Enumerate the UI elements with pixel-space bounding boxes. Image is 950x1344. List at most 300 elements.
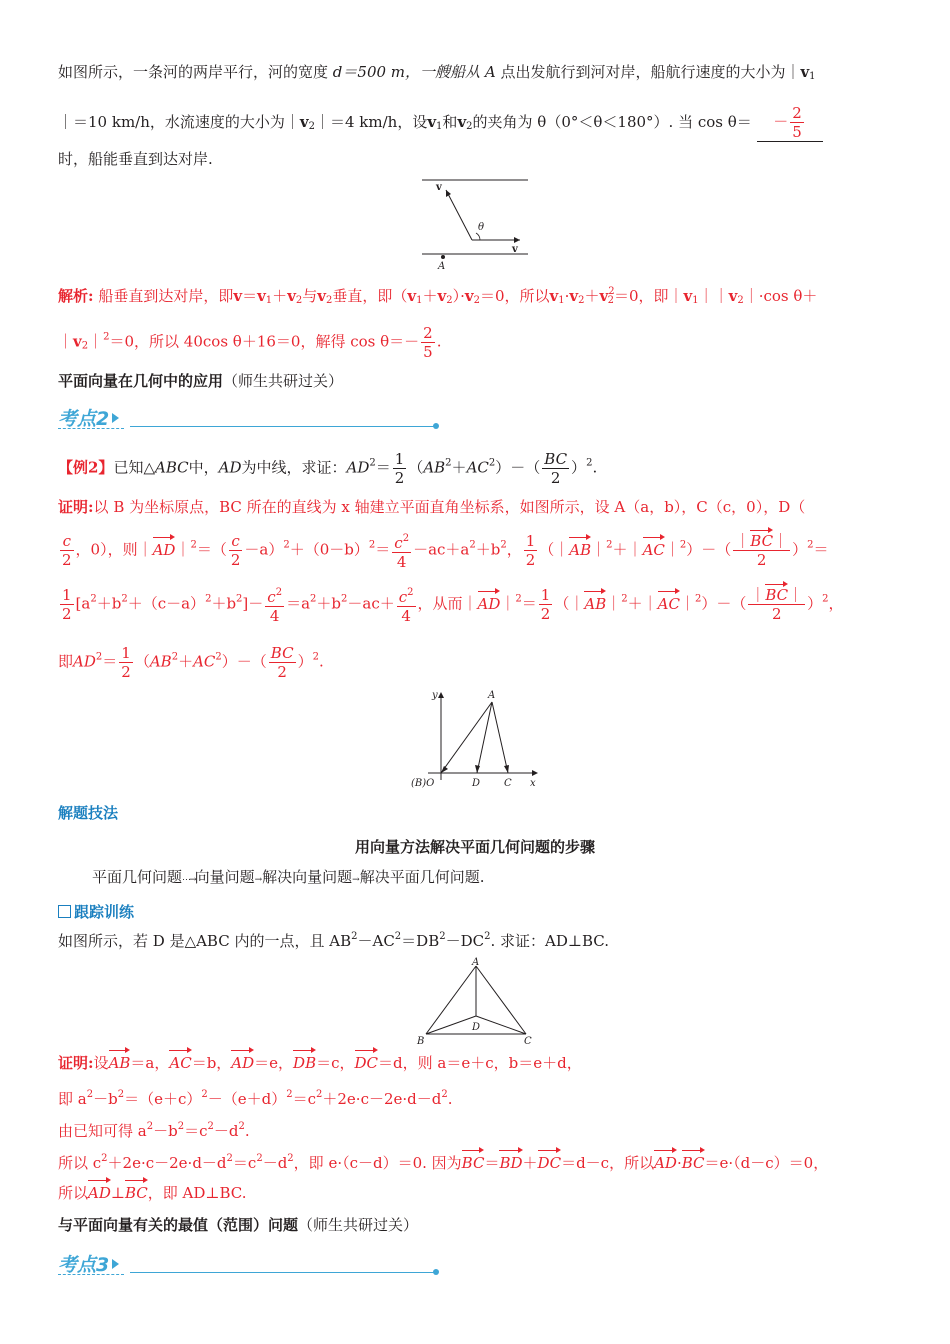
fraction: $\frac{|BC|}{2}$ xyxy=(750,586,804,623)
text: ＝c xyxy=(292,1090,316,1108)
answer-fraction xyxy=(790,104,804,141)
proof-label: 证明: xyxy=(58,1054,94,1072)
text: 2 xyxy=(484,931,491,942)
text: 2 xyxy=(488,457,496,469)
text: 与平面向量有关的最值（范围）问题 xyxy=(58,1216,299,1234)
proof3-line4 xyxy=(58,1148,828,1174)
text: 2 xyxy=(171,651,179,663)
kaodian-3-banner xyxy=(58,1250,438,1280)
fraction xyxy=(542,450,569,487)
text: ＋（c－a） xyxy=(127,594,206,613)
text: 1 xyxy=(436,121,443,132)
proof2-line2 xyxy=(58,530,829,571)
fraction: $\frac{1}{2}$ xyxy=(62,586,72,623)
fraction: $\frac{c^2}{4}$ xyxy=(397,584,416,625)
label-d: D xyxy=(472,778,481,789)
text: [a xyxy=(75,594,91,613)
vector-ad: AD xyxy=(152,540,176,559)
proof2-line1 xyxy=(58,496,805,518)
label-a: A xyxy=(438,261,446,272)
section-title-extremum xyxy=(58,1214,418,1236)
proof3-line1 xyxy=(58,1052,582,1074)
play-triangle-icon xyxy=(112,1259,119,1269)
text: －ac＋ xyxy=(347,594,395,613)
text: 2 xyxy=(190,539,197,551)
segment-ac xyxy=(492,702,508,773)
text: AC xyxy=(466,458,489,477)
text: 2 xyxy=(341,593,348,605)
text: ]－ xyxy=(242,594,264,613)
text: 2 xyxy=(205,593,212,605)
proof2-line4 xyxy=(58,644,324,681)
text: ＋2e·c－2e·d－d xyxy=(107,1154,227,1172)
fraction: $\frac{|BC|}{2}$ xyxy=(735,532,789,569)
text: －b xyxy=(93,1090,118,1108)
text: 2 xyxy=(90,593,97,605)
text: 2 xyxy=(394,931,402,942)
text: ＝DB xyxy=(401,932,440,950)
text: 垂直，即（ xyxy=(332,287,408,305)
text: 所以 xyxy=(58,1184,89,1202)
fraction: $\frac{c^2}{4}$ xyxy=(392,530,411,571)
fraction xyxy=(421,324,435,361)
text: 考点 xyxy=(58,408,97,430)
text: 由已知可得 a xyxy=(58,1122,147,1140)
arrow-icon: → xyxy=(254,875,263,885)
text: 2 xyxy=(308,121,315,132)
text: ｜＝4 km/h，设 xyxy=(314,113,428,131)
text: 2 xyxy=(469,539,476,551)
text: －d xyxy=(262,1154,288,1172)
text: ＋｜ xyxy=(612,540,643,559)
text: 平面几何问题 xyxy=(92,868,183,886)
text: ）－（ xyxy=(686,540,732,559)
text: （ xyxy=(408,458,424,477)
text: AD xyxy=(346,458,370,477)
text: ｜｜ xyxy=(698,287,729,305)
vector-bc: BC xyxy=(765,586,789,604)
text: （｜ xyxy=(539,540,570,559)
label-x: x xyxy=(530,778,536,789)
text: 中， xyxy=(188,458,219,477)
text: ＝ xyxy=(484,1154,500,1172)
text: 2 xyxy=(287,1153,294,1164)
side-ac xyxy=(476,966,526,1034)
text: ，从而｜ xyxy=(417,594,478,613)
vector-db: DB xyxy=(293,1054,317,1072)
text: 2 xyxy=(621,593,628,605)
label-c: C xyxy=(524,1036,532,1047)
section-title-geometry xyxy=(58,370,343,392)
text: ，即 AD⊥BC. xyxy=(147,1184,247,1202)
problem1-line2 xyxy=(58,104,823,142)
text: ）－（ xyxy=(495,458,541,477)
text: ＝ xyxy=(102,652,118,671)
text: 以 B 为坐标原点，BC 所在的直线为 x 轴建立平面直角坐标系，如图所示，设 A（a，b），C（c，0），D（ xyxy=(93,498,806,516)
text: ＝c xyxy=(184,1122,208,1140)
point-a xyxy=(441,255,445,259)
text: 为中线，求证： xyxy=(241,458,347,477)
text: ） xyxy=(571,458,587,477)
text: ｜·cos θ＋ xyxy=(743,287,818,305)
text: 5 xyxy=(792,123,802,141)
text: 2 xyxy=(117,1089,125,1100)
trace-heading xyxy=(58,901,134,923)
vector-ad: AD xyxy=(477,594,501,613)
text: 2 xyxy=(121,593,128,605)
vector-bc: BC xyxy=(461,1154,485,1172)
text: 2 xyxy=(310,593,317,605)
text: ＝d－c，所以 xyxy=(561,1154,655,1172)
text: AB xyxy=(149,652,172,671)
text: 2 xyxy=(312,651,319,663)
v2-arrowhead xyxy=(514,237,520,243)
text: ｜ xyxy=(679,594,695,613)
solution1-line2: $|v_2|^2=0$，所以 40cos θ＋16＝0，解得 cos θ＝－ $\frac{2}{5}$ . xyxy=(58,324,442,361)
text: ＝ xyxy=(375,540,391,559)
text: 2 xyxy=(295,295,303,306)
text: ＋（0－b） xyxy=(289,540,369,559)
text: 2 xyxy=(394,469,405,487)
text: ＝a， xyxy=(130,1054,170,1072)
vector-ad: AD xyxy=(88,1184,111,1202)
side-ab xyxy=(426,966,476,1034)
text: 1 xyxy=(265,295,273,306)
text: ＋ xyxy=(451,458,467,477)
text: 2 xyxy=(95,651,103,663)
text: ｜＝10 km/h，水流速度的大小为｜ xyxy=(58,113,300,131)
text: 设 xyxy=(93,1054,109,1072)
text: 与 xyxy=(302,287,318,305)
solution-label: 解析: xyxy=(58,287,94,305)
text: 2 xyxy=(445,457,452,469)
checkbox-icon xyxy=(58,905,71,918)
text: 2 xyxy=(103,331,110,343)
vector-ad: AD xyxy=(231,1054,255,1072)
problem1-line3: 时，船能垂直到达对岸. xyxy=(58,150,213,168)
text: 2 xyxy=(792,104,802,122)
text: 解决向量问题 xyxy=(262,868,353,886)
text: ｜ xyxy=(175,540,191,559)
text: 解决平面几何问题. xyxy=(359,868,485,886)
proof3-line2 xyxy=(58,1084,453,1110)
text: 已知△ xyxy=(113,458,155,477)
text: 跟踪训练 xyxy=(74,903,135,921)
text: 2 xyxy=(236,593,243,605)
text: －d xyxy=(213,1122,239,1140)
y-axis-arrow xyxy=(438,692,444,698)
text: 2 xyxy=(515,593,522,605)
solution1-line1: 解析: 船垂直到达对岸，即$v=v_1+v_2$与$v_2$垂直，即$(v_1+v_2)\cdot v_2=0$，所以$v_1\cdot v_2+v^2_2=0$，即$|v_1||v_2|\cdot\cos$ θ＋ xyxy=(58,286,818,306)
fraction: $\frac{c}{2}$ xyxy=(62,532,72,569)
text: 2 xyxy=(256,1153,263,1164)
text: ） xyxy=(807,594,823,613)
fraction: $\frac{c}{2}$ xyxy=(230,532,241,569)
text: ＝ xyxy=(813,540,829,559)
text: （师生共研过关） xyxy=(223,372,344,390)
text: 即 a xyxy=(58,1090,87,1108)
text: ，0），则｜ xyxy=(75,540,153,559)
vector-ac: AC xyxy=(642,540,665,559)
label-b: B xyxy=(417,1036,425,1047)
text: 2 xyxy=(316,1089,323,1100)
text: ｜ xyxy=(664,540,680,559)
text: 2 xyxy=(586,457,593,469)
text: ＋b xyxy=(316,594,341,613)
text: ＝0，所以 40cos θ＋16＝0，解得 cos θ＝－ xyxy=(109,332,420,351)
banner-dot xyxy=(433,423,439,429)
text: ＝0，即｜ xyxy=(613,287,684,305)
label-v2: v xyxy=(512,244,518,255)
text: （｜ xyxy=(554,594,585,613)
vector-ab: AB xyxy=(108,1054,131,1072)
exercise-statement xyxy=(58,926,609,952)
text: v xyxy=(299,113,309,131)
answer-blank xyxy=(757,104,823,142)
banner-line xyxy=(130,426,435,427)
fraction xyxy=(393,450,407,487)
text: . xyxy=(592,458,598,477)
text: 2 xyxy=(177,1121,185,1132)
proof3-line5 xyxy=(58,1182,247,1204)
method-subtitle: 用向量方法解决平面几何问题的步骤 xyxy=(354,838,595,856)
text: 考点 xyxy=(58,1254,97,1276)
fraction: $\frac{1}{2}$ xyxy=(525,532,536,569)
text: ＝0，所以 xyxy=(479,287,550,305)
text: 的夹角为 θ（0°＜θ＜180°）. 当 cos θ＝ xyxy=(472,113,752,131)
segment-bd xyxy=(426,1016,476,1034)
text: ＝b， xyxy=(191,1054,232,1072)
text: ＝ xyxy=(521,594,537,613)
text: ｜ xyxy=(58,332,74,351)
label-c: C xyxy=(504,778,512,789)
method-heading: 解题技法 xyxy=(58,804,119,822)
proof-label: 证明: xyxy=(58,498,94,516)
text: 2 xyxy=(369,457,376,469)
play-triangle-icon xyxy=(112,413,119,423)
text: ＋2e·c－2e·d－d xyxy=(322,1090,442,1108)
text: . xyxy=(318,652,324,671)
text: ｜ xyxy=(606,594,622,613)
fraction: $\frac{1}{2}$ xyxy=(540,586,551,623)
text: 2 xyxy=(694,593,702,605)
text: d＝500 m，一艘船从 xyxy=(332,63,481,81)
text: （师生共研过关） xyxy=(298,1216,419,1234)
vector-bc: BC xyxy=(124,1184,148,1202)
text: . xyxy=(447,1090,453,1108)
text: 所以 c xyxy=(58,1154,102,1172)
text: －a） xyxy=(244,540,284,559)
text: 2 xyxy=(207,1121,214,1132)
text: 点出发航行到河对岸，船航行速度的大小为｜ xyxy=(500,63,801,81)
text: 2 xyxy=(466,121,473,132)
label-v1: v xyxy=(436,182,442,193)
text: －ac＋a xyxy=(413,540,470,559)
text: v xyxy=(427,113,437,131)
text: ＋b xyxy=(211,594,237,613)
text: · xyxy=(676,1154,682,1172)
example-label: 【例2】 xyxy=(58,458,114,477)
v1-arrowhead xyxy=(446,190,451,197)
v1-arrow xyxy=(446,190,472,240)
text: ＝ xyxy=(375,458,391,477)
text: 5 xyxy=(423,343,433,361)
text: 2 xyxy=(439,931,446,942)
text: 2 xyxy=(423,324,433,342)
text: ＋｜ xyxy=(627,594,658,613)
text: ｜ xyxy=(88,332,104,351)
text: BC xyxy=(544,450,568,468)
problem1-line1 xyxy=(58,61,816,88)
triangle-figure xyxy=(412,954,542,1050)
text: （ xyxy=(134,652,150,671)
text: 2 xyxy=(441,1089,448,1100)
text: 2 xyxy=(215,651,222,663)
text: 2 xyxy=(606,539,613,551)
text: 2 xyxy=(96,408,110,430)
text: AC xyxy=(193,652,216,671)
method-steps xyxy=(92,866,484,891)
vector-bc: BC xyxy=(750,532,774,550)
text: 2 xyxy=(226,1153,233,1164)
label-a: A xyxy=(488,690,496,701)
text: AD xyxy=(73,652,96,671)
text: A xyxy=(484,63,496,81)
text: 和 xyxy=(442,113,458,131)
vector-bc: BC xyxy=(681,1154,705,1172)
text: 即 xyxy=(58,652,74,671)
text: v xyxy=(287,287,296,305)
text: ＋b xyxy=(475,540,501,559)
text: －（e＋d） xyxy=(207,1090,287,1108)
text: － xyxy=(773,112,789,131)
text: 2 xyxy=(86,1089,94,1100)
arrowhead xyxy=(441,766,448,773)
text: 1 xyxy=(809,71,816,82)
text: ）－（ xyxy=(701,594,747,613)
text: 如图所示，一条河的两岸平行，河的宽度 xyxy=(58,63,329,81)
text: 2 xyxy=(807,539,814,551)
text: 2 xyxy=(238,1121,245,1132)
text: 3 xyxy=(96,1254,110,1276)
text: 平面向量在几何中的应用 xyxy=(58,372,224,390)
x-axis-arrow xyxy=(532,770,538,776)
kaodian-2-banner xyxy=(58,404,438,434)
label-a: A xyxy=(472,957,480,968)
text: BC xyxy=(270,644,294,662)
text: 2 xyxy=(351,931,358,942)
fraction: $\frac{c^2}{4}$ xyxy=(265,584,284,625)
dashed-underline xyxy=(58,1274,124,1275)
example2-statement xyxy=(58,450,597,487)
text: ＝c xyxy=(232,1154,257,1172)
text: ＋b xyxy=(96,594,122,613)
text: ， xyxy=(828,594,844,613)
text: ） xyxy=(297,652,313,671)
text: 2 xyxy=(822,593,829,605)
proof3-line3 xyxy=(58,1116,250,1142)
vector-ab: AB xyxy=(584,594,607,613)
text: 2 xyxy=(283,539,290,551)
text: ｜ xyxy=(500,594,516,613)
text: 2 xyxy=(101,1153,108,1164)
text: ＝（ xyxy=(196,540,227,559)
text: ｜ xyxy=(591,540,607,559)
text: －b xyxy=(153,1122,178,1140)
text: －DC xyxy=(445,932,485,950)
label-bo: (B)O xyxy=(411,778,435,789)
label-d: D xyxy=(472,1022,481,1033)
text: 2 xyxy=(146,1121,154,1132)
text: 1 xyxy=(394,450,405,468)
label-theta: θ xyxy=(478,222,485,233)
theta-arc xyxy=(476,233,480,240)
vector-ab: AB xyxy=(569,540,592,559)
text: －AC xyxy=(357,932,395,950)
text: 向量问题 xyxy=(194,868,255,886)
text: . xyxy=(244,1122,250,1140)
text: v xyxy=(457,113,467,131)
text: ＝e·（d－c）＝0， xyxy=(704,1154,829,1172)
text: ⊥ xyxy=(110,1184,125,1202)
vector-ac: AC xyxy=(169,1054,192,1072)
vector-bd: BD xyxy=(499,1154,523,1172)
text: ＝c， xyxy=(316,1054,355,1072)
text: ＝e， xyxy=(254,1054,294,1072)
text: v xyxy=(257,287,266,305)
text: 2 xyxy=(277,663,287,681)
text: v xyxy=(800,63,810,81)
text: . 求证：AD⊥BC. xyxy=(490,932,610,950)
text: ＝d，则 a＝e＋c，b＝e＋d， xyxy=(378,1054,582,1072)
coordinate-figure xyxy=(408,688,543,792)
text: 2 xyxy=(286,1089,293,1100)
text: 2 xyxy=(368,539,376,551)
text: ＋ xyxy=(178,652,194,671)
vector-dc: DC xyxy=(537,1154,562,1172)
dashed-underline xyxy=(58,428,124,429)
text: 船垂直到达对岸，即 xyxy=(98,287,234,305)
fraction: $\frac{1}{2}$ xyxy=(121,644,131,681)
text: 2 xyxy=(679,539,687,551)
text: 2 xyxy=(550,469,561,487)
label-y: y xyxy=(432,690,438,701)
text: ABC xyxy=(154,458,189,477)
text: ，即 e·（c－d）＝0. 因为 xyxy=(293,1154,462,1172)
banner-line xyxy=(130,1272,435,1273)
text: AD xyxy=(218,458,242,477)
text: ）－（ xyxy=(221,652,267,671)
segment-cd xyxy=(476,1016,526,1034)
fraction xyxy=(269,644,296,681)
proof2-line3 xyxy=(58,584,844,625)
arrowhead xyxy=(504,765,509,773)
vector-ac: AC xyxy=(657,594,680,613)
text: ， xyxy=(506,540,522,559)
vector-ad: AD xyxy=(654,1154,677,1172)
text: 2 xyxy=(326,295,333,306)
text: v xyxy=(317,287,327,305)
text: 2 xyxy=(500,539,507,551)
river-figure xyxy=(420,172,532,272)
text: ）· xyxy=(452,287,465,305)
arrowhead xyxy=(475,765,480,773)
arrow-icon: → xyxy=(352,875,360,885)
text: 2 xyxy=(201,1089,208,1100)
text: ＝（e＋c） xyxy=(124,1090,202,1108)
banner-dot xyxy=(433,1269,439,1275)
text: ＝a xyxy=(286,594,311,613)
